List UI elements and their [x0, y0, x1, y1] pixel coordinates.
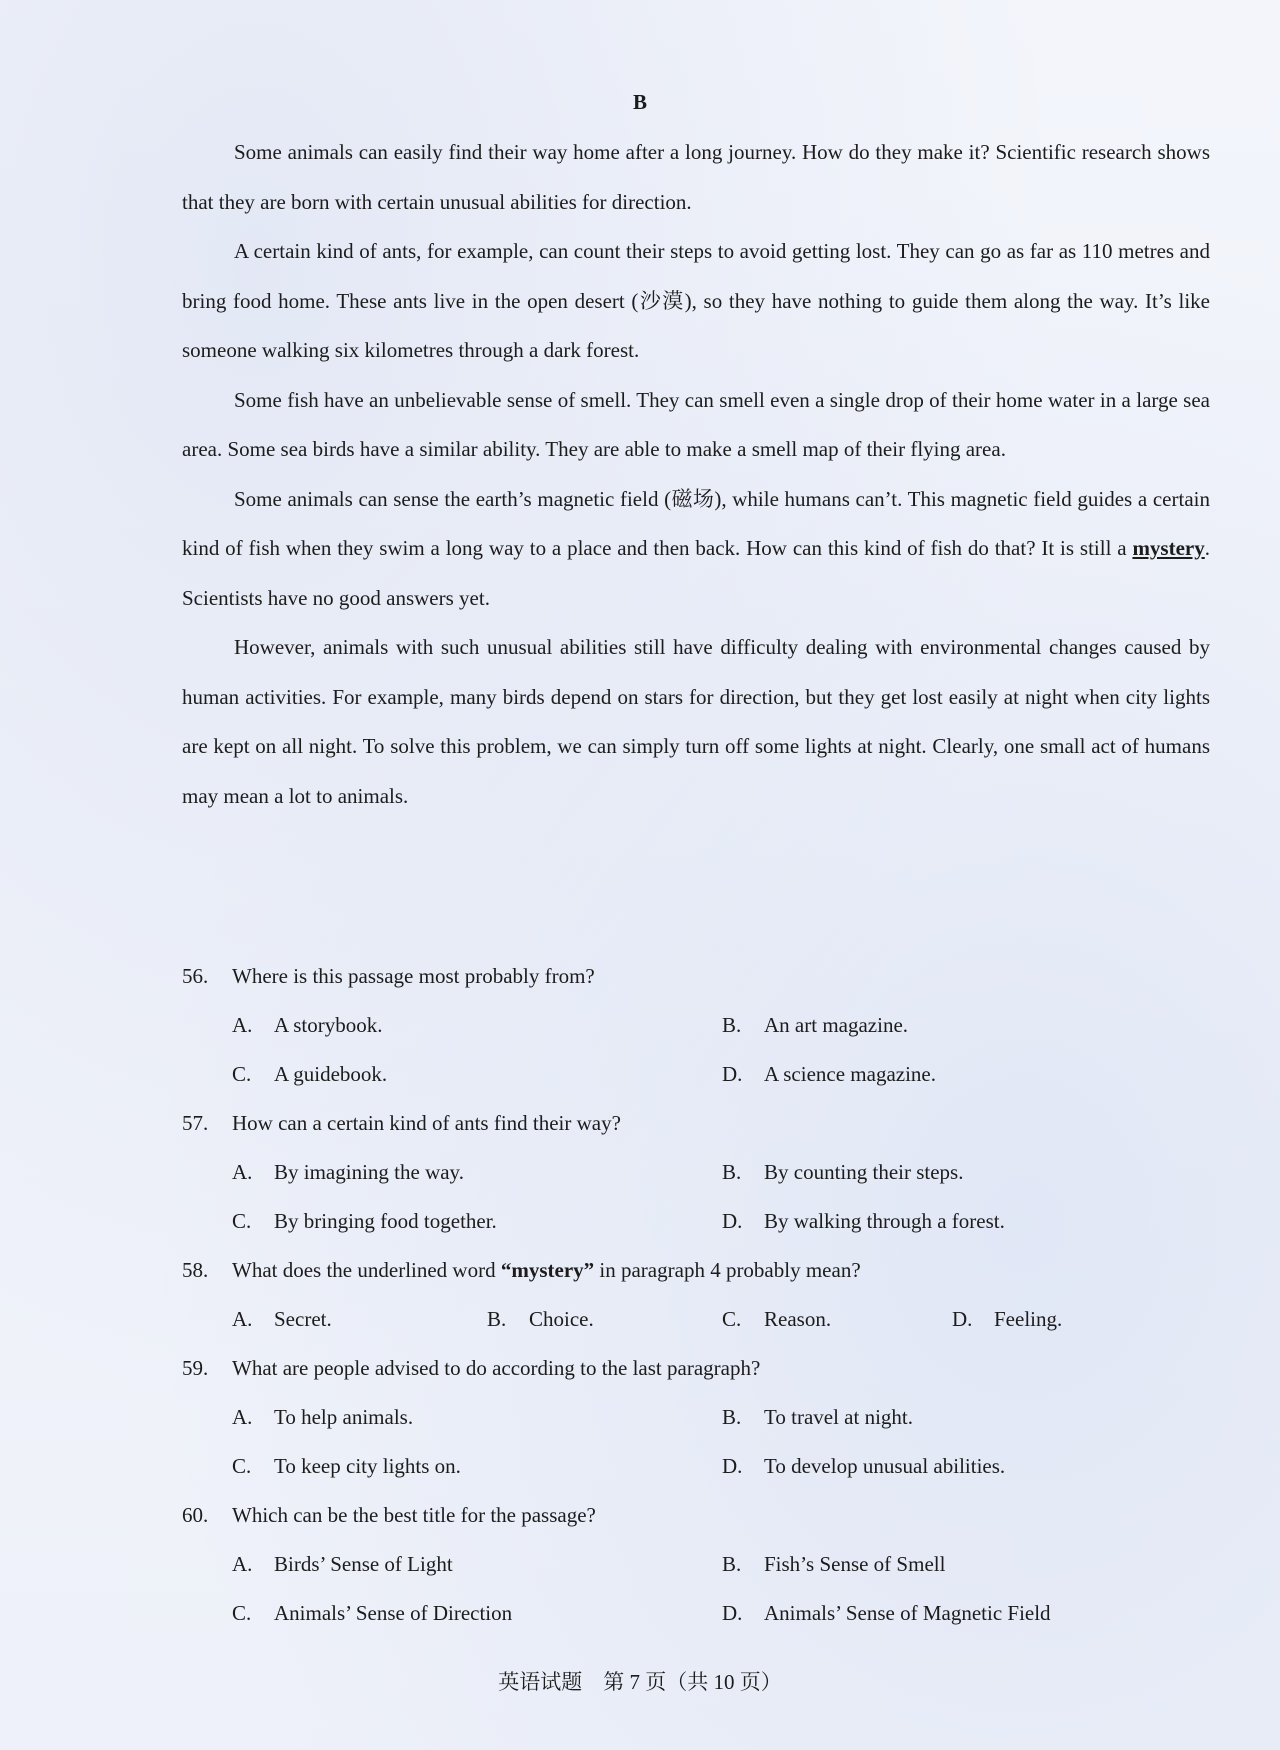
question-56: [182, 952, 1210, 1001]
question-number: 59.: [182, 1356, 209, 1380]
option-text: Fish’s Sense of Smell: [764, 1552, 946, 1576]
question-text: Which can be the best title for the passage?: [232, 1503, 596, 1527]
question-59: [182, 1344, 1210, 1393]
option-c[interactable]: [232, 1589, 512, 1638]
paragraph-4-text-a: Some animals can sense the earth’s magnetic field (磁场), while humans can’t. This magnetic field guides a certain kind of fish when they swim a long way to a place and then back. How can this kind of fish do that? It is still a: [182, 486, 1210, 560]
option-b[interactable]: [722, 1001, 908, 1050]
underlined-word: mystery: [1132, 536, 1205, 560]
option-b[interactable]: [722, 1393, 913, 1442]
option-row: [182, 1295, 1210, 1344]
option-text: Choice.: [529, 1307, 594, 1331]
question-60: [182, 1491, 1210, 1540]
option-letter: B.: [487, 1307, 507, 1331]
question-number: 60.: [182, 1503, 209, 1527]
option-text: An art magazine.: [764, 1013, 909, 1037]
option-text: To develop unusual abilities.: [764, 1454, 1006, 1478]
option-letter: C.: [232, 1062, 252, 1086]
option-text: To help animals.: [274, 1405, 414, 1429]
option-letter: C.: [232, 1209, 252, 1233]
question-list: [182, 952, 1210, 1638]
question-text: What are people advised to do according to the last paragraph?: [232, 1356, 761, 1380]
option-d[interactable]: [722, 1050, 936, 1099]
option-letter: B.: [722, 1013, 742, 1037]
option-letter: B.: [722, 1552, 742, 1576]
option-d[interactable]: [722, 1442, 1005, 1491]
option-text: Reason.: [764, 1307, 832, 1331]
option-letter: B.: [722, 1405, 742, 1429]
question-text-b: in paragraph 4 probably mean?: [594, 1258, 861, 1282]
option-text: To travel at night.: [764, 1405, 913, 1429]
option-row: [182, 1050, 1210, 1099]
option-letter: D.: [952, 1307, 973, 1331]
question-58: [182, 1246, 1210, 1295]
option-d[interactable]: [952, 1295, 1062, 1344]
option-a[interactable]: [232, 1540, 453, 1589]
option-letter: D.: [722, 1062, 743, 1086]
paragraph-4-text-b: . Scientists have no good answers yet.: [182, 536, 1210, 610]
reading-passage: [182, 128, 1210, 821]
option-row: [182, 1393, 1210, 1442]
question-number: 57.: [182, 1111, 209, 1135]
option-letter: A.: [232, 1307, 253, 1331]
question-number: 58.: [182, 1258, 209, 1282]
option-text: Animals’ Sense of Magnetic Field: [764, 1601, 1051, 1625]
option-row: [182, 1589, 1210, 1638]
page-footer: 英语试题 第 7 页（共 10 页）: [498, 1670, 782, 1694]
paragraph-3: Some fish have an unbelievable sense of smell. They can smell even a single drop of their home water in a large sea area. Some sea birds have a similar ability. They are able to make a smell map of their flying area.: [182, 387, 1210, 461]
option-letter: A.: [232, 1552, 253, 1576]
option-b[interactable]: [722, 1540, 945, 1589]
option-c[interactable]: [232, 1197, 497, 1246]
option-row: [182, 1197, 1210, 1246]
option-letter: B.: [722, 1160, 742, 1184]
option-row: [182, 1442, 1210, 1491]
option-c[interactable]: [722, 1295, 831, 1344]
question-keyword: “mystery”: [500, 1258, 595, 1282]
option-letter: C.: [232, 1454, 252, 1478]
question-text: Where is this passage most probably from?: [232, 964, 595, 988]
option-text: A guidebook.: [274, 1062, 388, 1086]
option-row: [182, 1148, 1210, 1197]
paragraph-5: However, animals with such unusual abilities still have difficulty dealing with environmental changes caused by human activities. For example, many birds depend on stars for direction, but they get lost easily at night when city lights are kept on all night. To solve this problem, we can simply turn off some lights at night. Clearly, one small act of humans may mean a lot to animals.: [182, 635, 1210, 808]
paragraph-2: A certain kind of ants, for example, can count their steps to avoid getting lost. They can go as far as 110 metres and bring food home. These ants live in the open desert (沙漠), so they have nothing to guide them along the way. It’s like someone walking six kilometres through a dark forest.: [182, 239, 1210, 362]
option-text: By counting their steps.: [764, 1160, 964, 1184]
option-a[interactable]: [232, 1295, 332, 1344]
option-row: [182, 1540, 1210, 1589]
option-text: By bringing food together.: [274, 1209, 497, 1233]
option-b[interactable]: [722, 1148, 963, 1197]
paragraph-1: Some animals can easily find their way home after a long journey. How do they make it? Scientific research shows that they are born with certain unusual abilities for direction.: [182, 140, 1210, 214]
option-text: To keep city lights on.: [274, 1454, 461, 1478]
option-text: A science magazine.: [764, 1062, 936, 1086]
option-letter: A.: [232, 1405, 253, 1429]
option-text: Feeling.: [994, 1307, 1063, 1331]
option-letter: A.: [232, 1160, 253, 1184]
option-letter: A.: [232, 1013, 253, 1037]
option-letter: D.: [722, 1454, 743, 1478]
option-b[interactable]: [487, 1295, 594, 1344]
option-d[interactable]: [722, 1589, 1051, 1638]
option-text: A storybook.: [274, 1013, 383, 1037]
option-text: By imagining the way.: [274, 1160, 464, 1184]
option-letter: D.: [722, 1209, 743, 1233]
question-number: 56.: [182, 964, 209, 988]
section-heading: B: [632, 90, 647, 114]
option-d[interactable]: [722, 1197, 1005, 1246]
option-a[interactable]: [232, 1393, 413, 1442]
option-a[interactable]: [232, 1148, 464, 1197]
question-text-a: What does the underlined word: [232, 1258, 501, 1282]
option-c[interactable]: [232, 1050, 387, 1099]
option-text: Birds’ Sense of Light: [274, 1552, 453, 1576]
option-c[interactable]: [232, 1442, 461, 1491]
question-text: How can a certain kind of ants find their way?: [232, 1111, 621, 1135]
option-row: [182, 1001, 1210, 1050]
option-text: Animals’ Sense of Direction: [274, 1601, 513, 1625]
option-a[interactable]: [232, 1001, 383, 1050]
option-letter: C.: [232, 1601, 252, 1625]
option-letter: D.: [722, 1601, 743, 1625]
paragraph-4: [182, 475, 1210, 624]
option-letter: C.: [722, 1307, 742, 1331]
option-text: By walking through a forest.: [764, 1209, 1005, 1233]
option-text: Secret.: [274, 1307, 332, 1331]
question-57: [182, 1099, 1210, 1148]
